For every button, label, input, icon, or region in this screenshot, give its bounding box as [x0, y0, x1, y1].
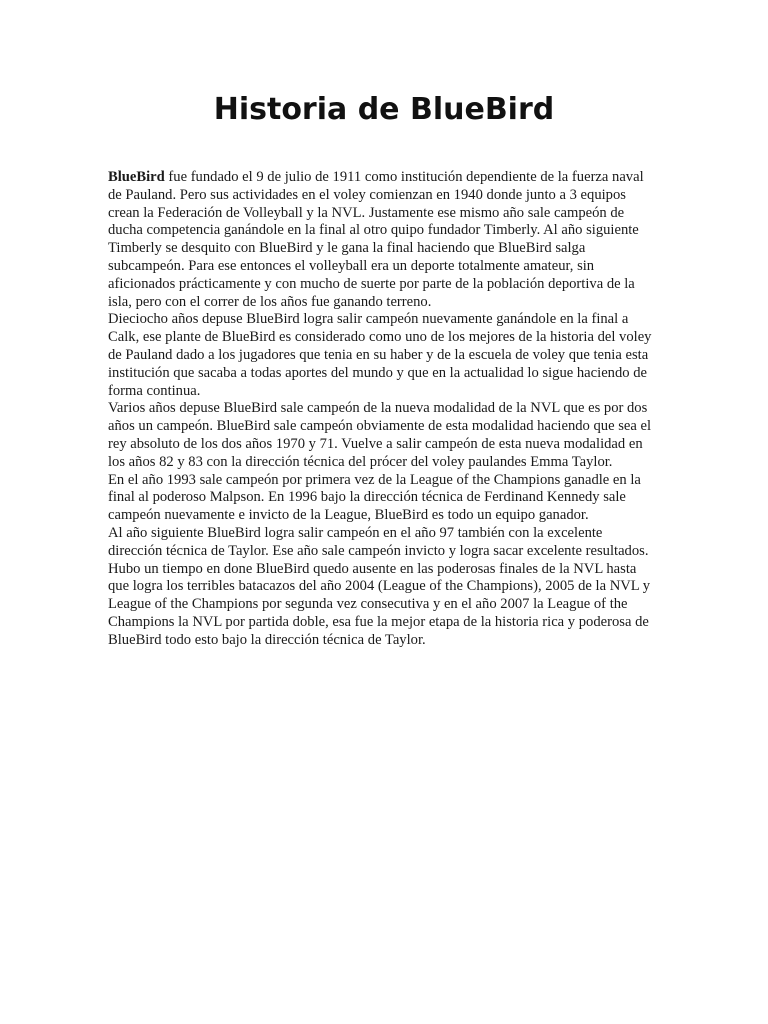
paragraph-6: Hubo un tiempo en done BlueBird quedo ausente en las poderosas finales de la NVL hasta que logra los terribles batacazos del año 2004 (League of the Champions), 2005 de la NVL y League of the Champions por segunda vez consecutiva y en el año 2007 la League of the Champions la NVL por partida doble, esa fue la mejor etapa de la historia rica y poderosa de BlueBird todo esto bajo la dirección técnica de Taylor. — [108, 560, 651, 648]
paragraph-4: En el año 1993 sale campeón por primera vez de la League of the Champions ganadle en la final al poderoso Malpson. En 1996 bajo la dirección técnica de Ferdinand Kennedy sale campeón nuevamente e invicto de la League, BlueBird es todo un equipo ganador. — [108, 471, 641, 524]
paragraph-3: Varios años depuse BlueBird sale campeón de la nueva modalidad de la NVL que es por dos años un campeón. BlueBird sale campeón obviamente de esta modalidad haciendo que sea el rey absoluto de los dos años 1970 y 71. Vuelve a salir campeón de esta nueva modalidad en los años 82 y 83 con la dirección técnica del prócer del voley paulandes Emma Taylor. — [108, 400, 652, 470]
paragraph-2: Dieciocho años depuse BlueBird logra salir campeón nuevamente ganándole en la final a Calk, ese plante de BlueBird es considerado como uno de los mejores de la historia del voley de Pauland dado a los jugadores que tenia en su haber y de la escuela de voley que tenia esta institución que sacaba a todas aportes del mundo y que en la actualidad lo sigue haciendo de forma continua. — [108, 311, 652, 399]
document-body — [108, 169, 660, 650]
lead-word: BlueBird — [108, 169, 165, 185]
paragraph-1-text: fue fundado el 9 de julio de 1911 como institución dependiente de la fuerza naval de Pauland. Pero sus actividades en el voley comienzan en 1940 donde junto a 3 equipos crean la Federación de Volleyball y la NVL. Justamente ese mismo año sale campeón de ducha competencia ganándole en la final al otro quipo fundador Timberly. Al año siguiente Timberly se desquito con BlueBird y le gana la final haciendo que BlueBird salga subcampeón. Para ese entonces el volleyball era un deporte totalmente amateur, sin aficionados prácticamente y con mucho de suerte por parte de la población deportiva de la isla, pero con el correr de los años fue ganando terreno. — [108, 169, 644, 310]
paragraph-5: Al año siguiente BlueBird logra salir campeón en el año 97 también con la excelente dirección técnica de Taylor. Ese año sale campeón invicto y logra sacar excelente resultados. — [108, 524, 649, 559]
page-title: Historia de BlueBird — [213, 92, 555, 127]
paragraph-1 — [108, 169, 660, 311]
